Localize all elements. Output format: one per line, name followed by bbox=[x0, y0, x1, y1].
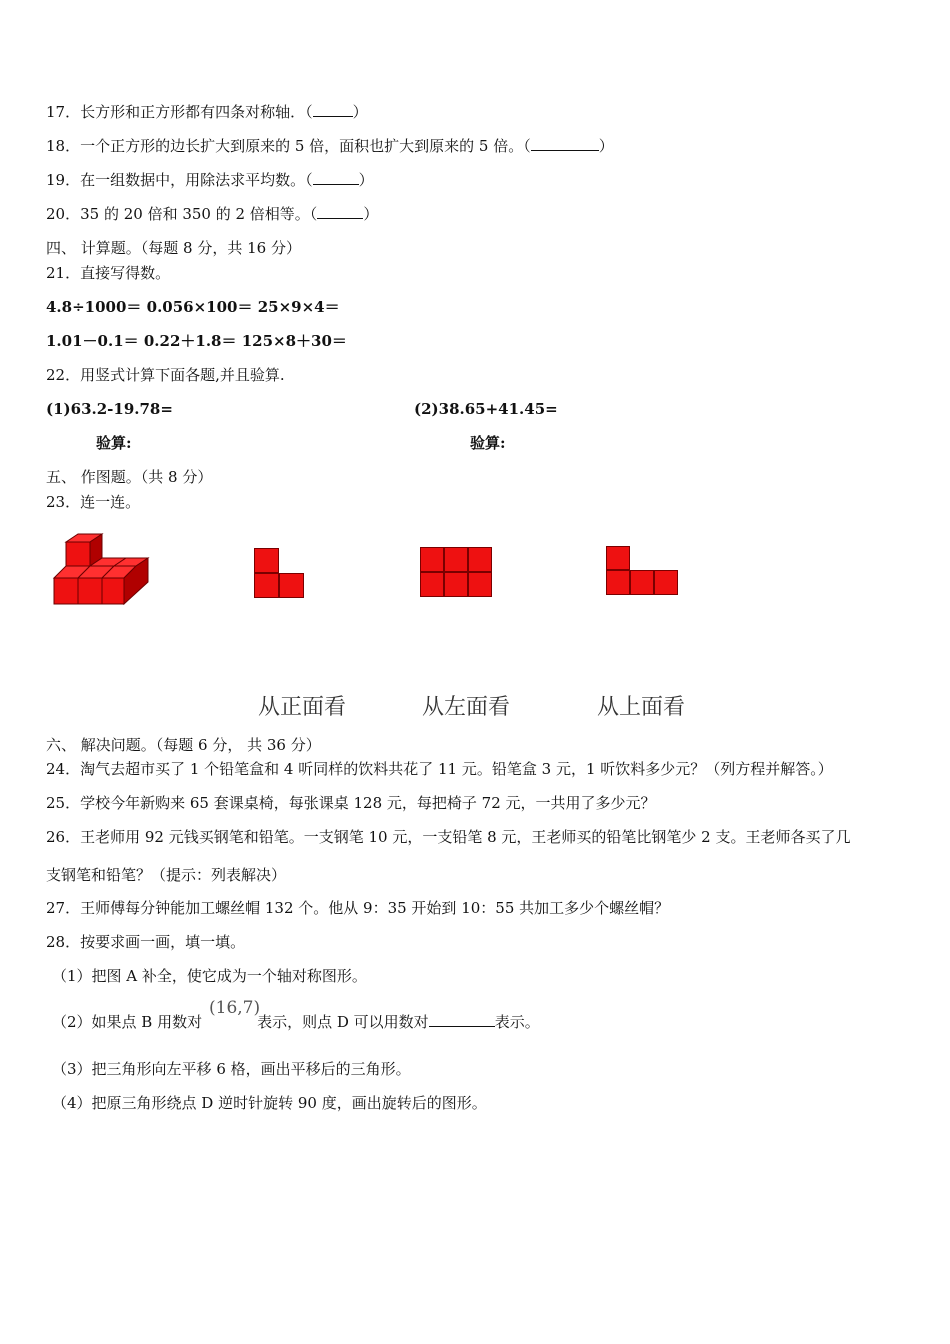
question-28-part-3: （3）把三角形向左平移 6 格，画出平移后的三角形。 bbox=[52, 1060, 411, 1078]
answer-blank[interactable] bbox=[313, 102, 353, 117]
view-square bbox=[468, 572, 492, 597]
view-square bbox=[254, 573, 279, 598]
view-square bbox=[654, 570, 678, 595]
question-24: 24．淘气去超市买了 1 个铅笔盒和 4 听同样的饮料共花了 11 元。铅笔盒 3 元，1 听饮料多少元？（列方程并解答。） bbox=[46, 760, 833, 778]
view-shape-rect bbox=[420, 547, 492, 597]
caption-front-view: 从正面看 bbox=[258, 695, 347, 720]
view-square bbox=[444, 547, 468, 572]
cube-solid-figure bbox=[50, 530, 152, 608]
view-square bbox=[420, 547, 444, 572]
question-22-problem-2: (2)38.65+41.45= bbox=[414, 400, 558, 418]
question-28-part-2: （2）如果点 B 用数对 表示，则点 D 可以用数对 表示。 bbox=[52, 1013, 540, 1031]
view-square bbox=[630, 570, 654, 595]
question-22-check-2: 验算: bbox=[470, 434, 506, 452]
question-26-line-2: 支钢笔和铅笔？（提示：列表解决） bbox=[46, 866, 287, 884]
question-22-problem-1: (1)63.2-19.78= bbox=[46, 400, 173, 418]
question-18: 18．一个正方形的边长扩大到原来的 5 倍，面积也扩大到原来的 5 倍。（ ） bbox=[46, 137, 614, 155]
view-square bbox=[420, 572, 444, 597]
section-6-title: 六、 解决问题。（每题 6 分， 共 36 分） bbox=[46, 736, 321, 754]
question-19: 19．在一组数据中，用除法求平均数。（ ） bbox=[46, 171, 374, 189]
answer-blank[interactable] bbox=[313, 170, 359, 185]
answer-blank[interactable] bbox=[531, 136, 599, 151]
view-shape-l-long bbox=[606, 546, 678, 595]
section-5-title: 五、 作图题。（共 8 分） bbox=[46, 468, 213, 486]
view-shape-l-small bbox=[254, 548, 304, 598]
question-17: 17．长方形和正方形都有四条对称轴．（ ） bbox=[46, 103, 368, 121]
view-square bbox=[468, 547, 492, 572]
question-25: 25．学校今年新购来 65 套课桌椅，每张课桌 128 元，每把椅子 72 元，一共用了多少元？ bbox=[46, 794, 656, 812]
question-28-part-4: （4）把原三角形绕点 D 逆时针旋转 90 度，画出旋转后的图形。 bbox=[52, 1094, 487, 1112]
question-20: 20．35 的 20 倍和 350 的 2 倍相等。（ ） bbox=[46, 205, 379, 223]
question-27: 27．王师傅每分钟能加工螺丝帽 132 个。他从 9：35 开始到 10：55 共加工多少个螺丝帽？ bbox=[46, 899, 670, 917]
caption-left-view: 从左面看 bbox=[422, 695, 511, 720]
answer-blank[interactable] bbox=[429, 1012, 495, 1027]
view-square bbox=[606, 570, 630, 595]
question-22-check-1: 验算: bbox=[96, 434, 132, 452]
question-21-row-1: 4.8÷1000＝ 0.056×100＝ 25×9×4＝ bbox=[46, 298, 340, 316]
view-square bbox=[444, 572, 468, 597]
question-21-title: 21．直接写得数。 bbox=[46, 264, 171, 282]
coordinate-pair: (16,7) bbox=[209, 998, 261, 1018]
section-4-title: 四、 计算题。（每题 8 分，共 16 分） bbox=[46, 239, 301, 257]
question-21-row-2: 1.01－0.1＝ 0.22＋1.8＝ 125×8＋30＝ bbox=[46, 332, 347, 350]
answer-blank[interactable] bbox=[317, 204, 363, 219]
question-28-part-1: （1）把图 A 补全，使它成为一个轴对称图形。 bbox=[52, 967, 367, 985]
question-23-title: 23．连一连。 bbox=[46, 493, 141, 511]
question-28-title: 28．按要求画一画，填一填。 bbox=[46, 933, 246, 951]
view-square bbox=[279, 573, 304, 598]
question-26-line-1: 26．王老师用 92 元钱买钢笔和铅笔。一支钢笔 10 元，一支铅笔 8 元，王老师买的铅笔比钢笔少 2 支。王老师各买了几 bbox=[46, 828, 851, 846]
question-22-title: 22．用竖式计算下面各题,并且验算. bbox=[46, 366, 285, 384]
caption-top-view: 从上面看 bbox=[597, 695, 686, 720]
view-square bbox=[606, 546, 630, 570]
view-square bbox=[254, 548, 279, 573]
